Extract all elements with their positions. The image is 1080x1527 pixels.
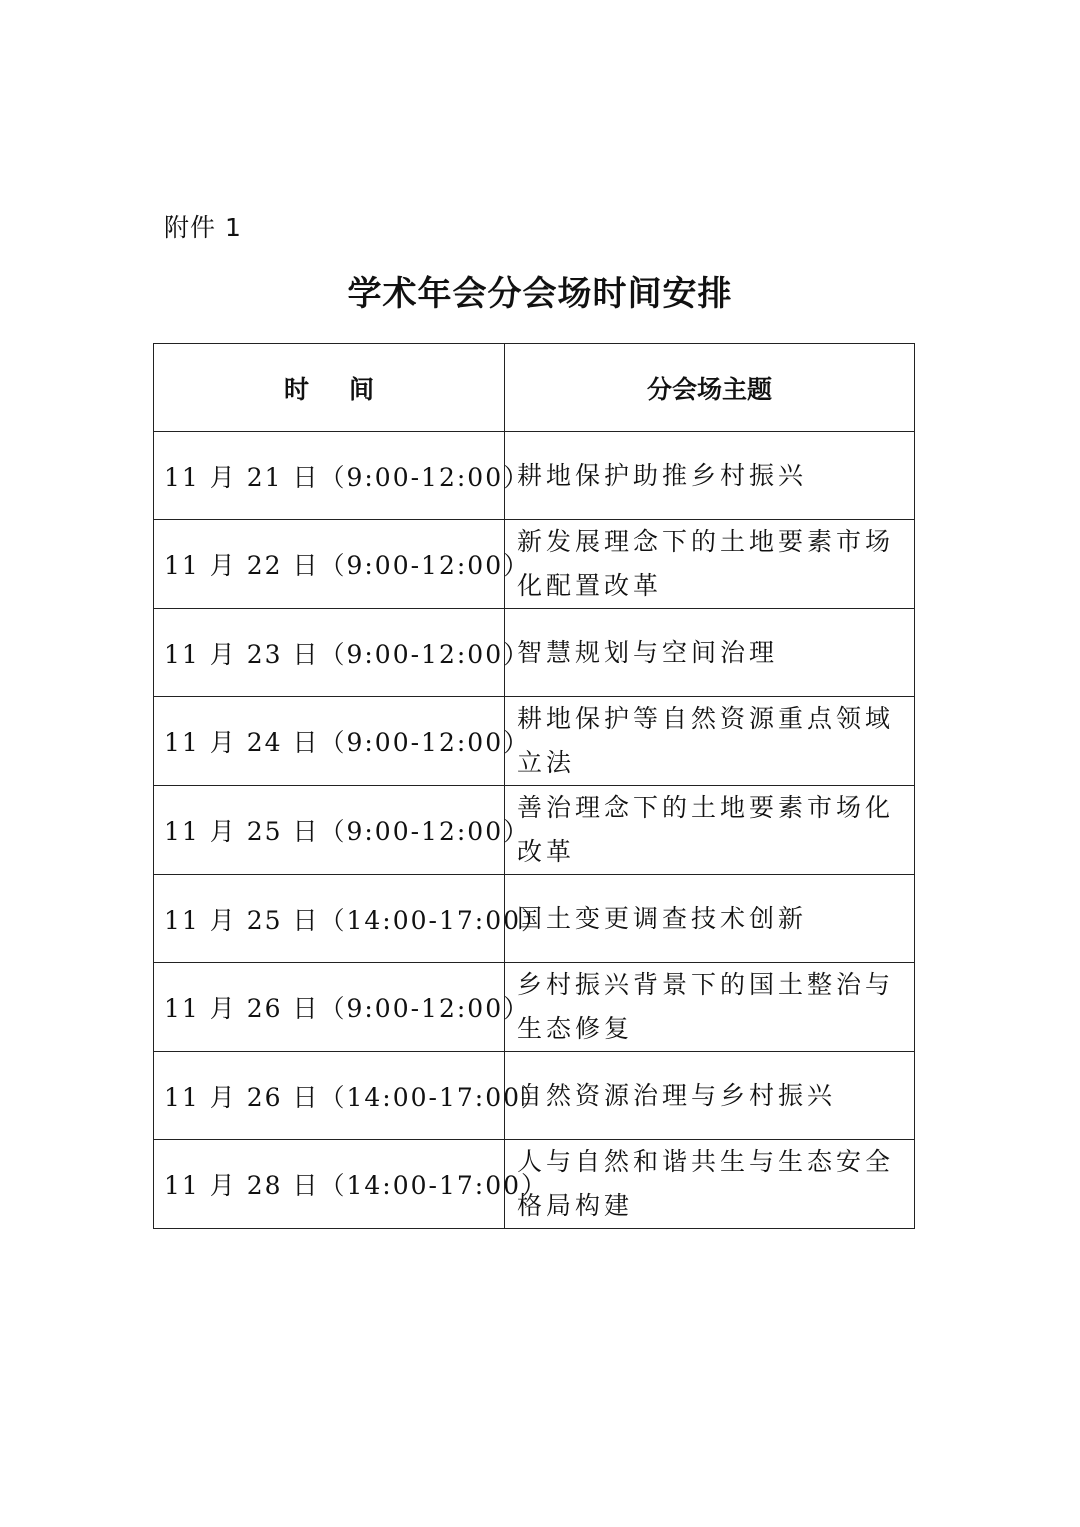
schedule-table	[153, 343, 915, 1229]
row-topic: 新发展理念下的土地要素市场化配置改革	[505, 520, 915, 609]
header-topic: 分会场主题	[505, 344, 915, 432]
row-topic: 人与自然和谐共生与生态安全格局构建	[505, 1140, 915, 1229]
row-topic: 自然资源治理与乡村振兴	[505, 1052, 915, 1140]
row-topic: 善治理念下的土地要素市场化改革	[505, 786, 915, 875]
row-time: 11 月 26 日（14:00-17:00）	[154, 1052, 505, 1140]
table-header-row	[154, 344, 915, 432]
row-topic: 国土变更调查技术创新	[505, 875, 915, 963]
row-time: 11 月 22 日（9:00-12:00）	[154, 520, 505, 609]
row-time: 11 月 26 日（9:00-12:00）	[154, 963, 505, 1052]
row-topic: 耕地保护等自然资源重点领域立法	[505, 697, 915, 786]
row-time: 11 月 25 日（9:00-12:00）	[154, 786, 505, 875]
table-row	[154, 1052, 915, 1140]
table-row	[154, 786, 915, 875]
table-row	[154, 520, 915, 609]
row-topic: 乡村振兴背景下的国土整治与生态修复	[505, 963, 915, 1052]
table-row	[154, 432, 915, 520]
row-topic: 耕地保护助推乡村振兴	[505, 432, 915, 520]
table-row	[154, 609, 915, 697]
row-time: 11 月 24 日（9:00-12:00）	[154, 697, 505, 786]
row-time: 11 月 21 日（9:00-12:00）	[154, 432, 505, 520]
attachment-label: 附件 1	[164, 213, 242, 242]
table-row	[154, 963, 915, 1052]
page-title: 学术年会分会场时间安排	[347, 274, 733, 314]
table-row	[154, 875, 915, 963]
header-time: 时间	[154, 344, 505, 432]
table-row	[154, 697, 915, 786]
row-time: 11 月 28 日（14:00-17:00）	[154, 1140, 505, 1229]
row-time: 11 月 23 日（9:00-12:00）	[154, 609, 505, 697]
table-row	[154, 1140, 915, 1229]
row-topic: 智慧规划与空间治理	[505, 609, 915, 697]
row-time: 11 月 25 日（14:00-17:00）	[154, 875, 505, 963]
